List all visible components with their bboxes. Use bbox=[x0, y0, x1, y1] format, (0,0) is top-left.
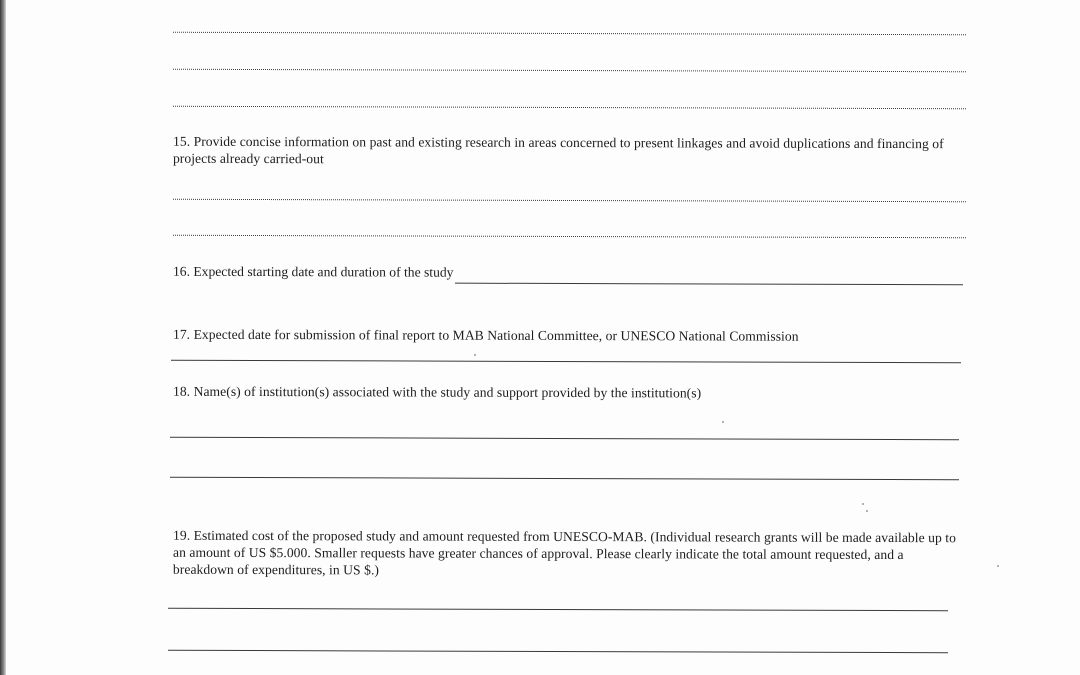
answer-line-q19-1[interactable] bbox=[168, 608, 948, 611]
scan-shadow-edge bbox=[0, 0, 6, 675]
question-19-text: 19. Estimated cost of the proposed study and amount requested from UNESCO-MAB. (Individual research grants will be made available up to an amount of US $5.000. Smaller requests have greater chances of approval. Please clearly indicate the total amount requested, and a breakdown of expenditures, in US $.) bbox=[172, 527, 956, 578]
question-17-text: 17. Expected date for submission of final report to MAB National Committee, or UNESCO National Commission bbox=[172, 326, 799, 344]
answer-line-prev-2 bbox=[173, 69, 966, 72]
question-16-row bbox=[173, 263, 963, 282]
answer-line-q18-1[interactable] bbox=[170, 437, 959, 440]
answer-line-q16[interactable] bbox=[455, 282, 963, 286]
answer-line-prev-3 bbox=[173, 106, 966, 109]
scan-speck bbox=[997, 565, 999, 567]
question-15-text: 15. Provide concise information on past and existing research in areas concerned to present linkages and avoid duplications and financing of projects already carried-out bbox=[172, 133, 944, 167]
answer-line-q15-2 bbox=[173, 235, 966, 238]
scan-speck bbox=[722, 421, 724, 423]
answer-line-q17[interactable] bbox=[171, 360, 961, 363]
answer-line-q19-2[interactable] bbox=[168, 650, 948, 653]
answer-line-prev-1 bbox=[173, 32, 966, 35]
scan-speck bbox=[474, 354, 476, 356]
answer-line-q15-1 bbox=[173, 199, 966, 202]
question-18-text: 18. Name(s) of institution(s) associated with the study and support provided by the institution(s) bbox=[172, 383, 702, 401]
answer-line-q18-2[interactable] bbox=[170, 477, 959, 480]
scan-speck bbox=[862, 503, 864, 505]
question-16-text: 16. Expected starting date and duration of the study bbox=[172, 263, 454, 280]
scan-speck bbox=[866, 510, 868, 512]
